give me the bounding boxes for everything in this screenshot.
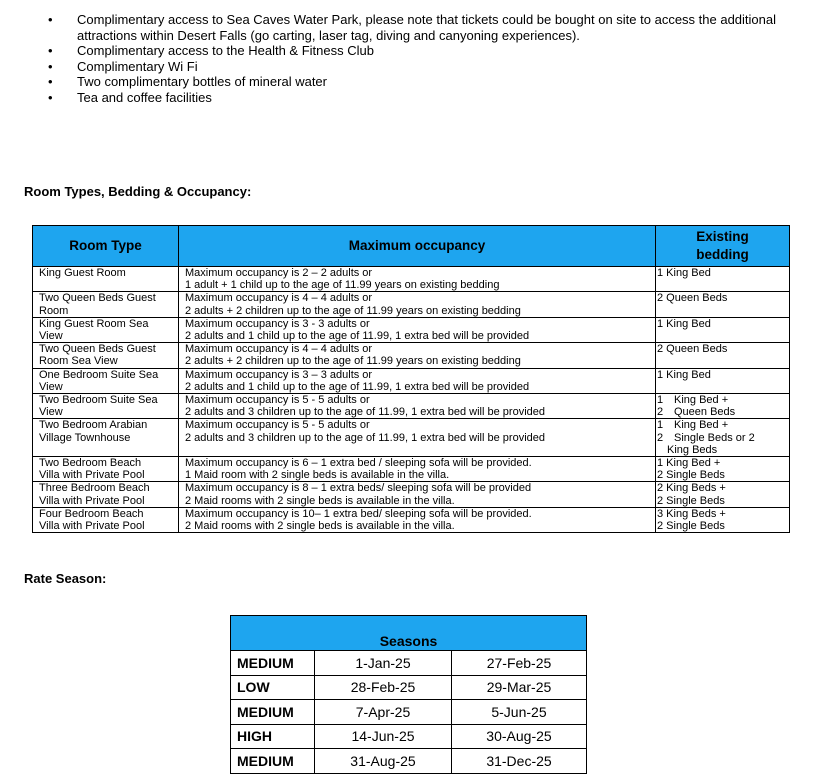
list-item	[48, 74, 808, 90]
bedding-text: Queen Beds	[674, 406, 736, 419]
bedding-cell	[656, 343, 790, 368]
table-row	[231, 749, 587, 774]
bedding-cell	[656, 419, 790, 457]
table-row	[231, 724, 587, 749]
table-row	[231, 675, 587, 700]
bullet-icon: •	[48, 89, 53, 105]
room-type-cell	[33, 368, 179, 393]
bedding-text: 2 Queen Beds	[657, 343, 728, 356]
table-row	[33, 507, 790, 532]
bedding-cell	[656, 292, 790, 317]
occupancy-text: 2 adults and 3 children up to the age of 11.99, 1 extra bed will be provided	[185, 431, 545, 444]
bedding-counts	[657, 394, 666, 418]
table-row	[33, 343, 790, 368]
room-type-text: View	[39, 330, 63, 343]
bedding-text: King Bed +	[674, 394, 729, 407]
occupancy-text: 2 adults and 1 child up to the age of 11.99, 1 extra bed will be provided	[185, 380, 530, 393]
bedding-count: 2	[657, 406, 664, 419]
bedding-text: 2 Single Beds	[657, 494, 725, 507]
rooms-heading: Room Types, Bedding & Occupancy:	[24, 184, 252, 199]
bedding-text: 2 Single Beds	[657, 469, 725, 482]
bedding-cell	[656, 317, 790, 342]
bedding-counts	[657, 419, 666, 443]
seasons-header: Seasons	[231, 616, 587, 651]
season-end-date: 27-Feb-25	[452, 651, 587, 676]
room-type-text: Two Queen Beds Guest	[39, 292, 156, 305]
occupancy-text: 2 adults and 1 child up to the age of 11.99, 1 extra bed will be provided	[185, 330, 530, 343]
occupancy-text: 1 Maid room with 2 single beds is available in the villa.	[185, 469, 450, 482]
room-type-cell	[33, 507, 179, 532]
occupancy-cell	[179, 457, 656, 482]
header-room-type: Room Type	[33, 226, 179, 267]
room-type-text: King Guest Room Sea	[39, 317, 149, 330]
season-end-date: 5-Jun-25	[452, 700, 587, 725]
room-table-header	[33, 226, 790, 267]
room-type-text: Room	[39, 304, 69, 317]
season-name: MEDIUM	[231, 749, 315, 774]
occupancy-text: 2 Maid rooms with 2 single beds is available in the villa.	[185, 494, 455, 507]
season-end-date: 31-Dec-25	[452, 749, 587, 774]
seasons-header-row	[231, 616, 587, 651]
room-type-cell	[33, 267, 179, 292]
occupancy-text: Maximum occupancy is 5 - 5 adults or	[185, 419, 370, 432]
list-item	[48, 90, 808, 106]
room-type-text: Villa with Private Pool	[39, 469, 145, 482]
room-type-cell	[33, 394, 179, 419]
bedding-text: King Beds	[667, 443, 718, 456]
room-type-text: View	[39, 380, 63, 393]
season-name: MEDIUM	[231, 651, 315, 676]
occupancy-text: Maximum occupancy is 5 - 5 adults or	[185, 394, 370, 407]
season-start-date: 1-Jan-25	[315, 651, 452, 676]
room-type-text: Two Queen Beds Guest	[39, 343, 156, 356]
bedding-text: 1 King Bed	[657, 368, 711, 381]
room-type-text: Two Bedroom Beach	[39, 457, 142, 470]
season-start-date: 28-Feb-25	[315, 675, 452, 700]
room-types-table	[32, 225, 790, 533]
amenities-list	[48, 12, 808, 106]
room-type-text: Room Sea View	[39, 355, 118, 368]
table-row	[33, 292, 790, 317]
bedding-types	[666, 419, 755, 443]
list-item-text: Complimentary access to the Health & Fitness Club	[77, 43, 374, 59]
room-type-cell	[33, 292, 179, 317]
room-type-text: One Bedroom Suite Sea	[39, 368, 159, 381]
bedding-cell	[656, 267, 790, 292]
table-row	[33, 457, 790, 482]
season-start-date: 31-Aug-25	[315, 749, 452, 774]
table-row	[231, 700, 587, 725]
room-type-text: Villa with Private Pool	[39, 520, 145, 533]
occupancy-cell	[179, 507, 656, 532]
occupancy-text: Maximum occupancy is 2 – 2 adults or	[185, 267, 373, 279]
room-type-cell	[33, 343, 179, 368]
season-name: MEDIUM	[231, 700, 315, 725]
occupancy-cell	[179, 343, 656, 368]
bedding-split	[657, 419, 787, 443]
seasons-table	[230, 615, 587, 774]
occupancy-text: Maximum occupancy is 6 – 1 extra bed / sleeping sofa will be provided.	[185, 457, 532, 470]
list-item-text: attractions within Desert Falls (go carting, laser tag, diving and canyoning experiences).	[77, 27, 580, 43]
season-end-date: 29-Mar-25	[452, 675, 587, 700]
header-bedding-line: bedding	[696, 247, 749, 262]
bedding-count: 1	[657, 394, 664, 407]
room-type-text: Three Bedroom Beach	[39, 482, 150, 495]
season-end-date: 30-Aug-25	[452, 724, 587, 749]
season-start-date: 7-Apr-25	[315, 700, 452, 725]
table-row	[33, 368, 790, 393]
occupancy-text: Maximum occupancy is 3 – 3 adults or	[185, 368, 373, 381]
room-type-text: Village Townhouse	[39, 431, 131, 444]
bullet-icon: •	[48, 74, 53, 90]
header-bedding-line: Existing	[696, 229, 749, 244]
list-item	[48, 43, 808, 59]
table-row	[33, 419, 790, 457]
occupancy-cell	[179, 394, 656, 419]
bedding-text: 2 Queen Beds	[657, 292, 728, 305]
occupancy-text: Maximum occupancy is 4 – 4 adults or	[185, 292, 373, 305]
occupancy-cell	[179, 317, 656, 342]
occupancy-cell	[179, 419, 656, 457]
occupancy-cell	[179, 267, 656, 292]
occupancy-text: Maximum occupancy is 8 – 1 extra beds/ sleeping sofa will be provided	[185, 482, 532, 495]
bedding-count: 1	[657, 419, 664, 432]
table-row	[33, 482, 790, 507]
bedding-text: 2 Single Beds	[657, 520, 725, 533]
bedding-cell	[656, 457, 790, 482]
bedding-cell	[656, 394, 790, 419]
table-row	[33, 267, 790, 292]
bedding-text: 3 King Beds +	[657, 507, 726, 520]
room-type-cell	[33, 419, 179, 457]
occupancy-text: Maximum occupancy is 4 – 4 adults or	[185, 343, 373, 356]
room-type-cell	[33, 482, 179, 507]
rate-season-heading: Rate Season:	[24, 571, 107, 586]
list-item	[48, 59, 808, 75]
occupancy-cell	[179, 292, 656, 317]
room-type-cell	[33, 457, 179, 482]
bedding-types	[666, 394, 735, 418]
bedding-cell	[656, 507, 790, 532]
bedding-count: 2	[657, 431, 664, 444]
table-row	[33, 394, 790, 419]
room-type-text: Villa with Private Pool	[39, 494, 145, 507]
bedding-text: 1 King Bed	[657, 267, 711, 279]
occupancy-text: 2 adults + 2 children up to the age of 11.99 years on existing bedding	[185, 304, 521, 317]
season-name: HIGH	[231, 724, 315, 749]
season-name: LOW	[231, 675, 315, 700]
bedding-text: 2 King Beds +	[657, 482, 726, 495]
occupancy-text: 1 adult + 1 child up to the age of 11.99 years on existing bedding	[185, 279, 500, 292]
bedding-text: Single Beds or 2	[674, 431, 755, 444]
occupancy-text: 2 Maid rooms with 2 single beds is available in the villa.	[185, 520, 455, 533]
bullet-icon: •	[48, 58, 53, 74]
occupancy-text: 2 adults and 3 children up to the age of 11.99, 1 extra bed will be provided	[185, 406, 545, 419]
room-type-text: Two Bedroom Arabian	[39, 419, 148, 432]
bedding-split	[657, 394, 787, 418]
bedding-text: 1 King Bed	[657, 317, 711, 330]
header-existing-bedding	[656, 226, 790, 267]
room-type-text: Two Bedroom Suite Sea	[39, 394, 158, 407]
table-row	[231, 651, 587, 676]
bedding-cell	[656, 368, 790, 393]
room-type-text: Four Bedroom Beach	[39, 507, 144, 520]
list-item-text: Complimentary access to Sea Caves Water Park, please note that tickets could be bought on site to access the additional	[77, 12, 777, 27]
list-item-text: Complimentary Wi Fi	[77, 58, 198, 74]
bullet-icon: •	[48, 43, 53, 59]
occupancy-cell	[179, 482, 656, 507]
room-type-text: King Guest Room	[39, 267, 126, 279]
room-type-cell	[33, 317, 179, 342]
occupancy-text: Maximum occupancy is 3 - 3 adults or	[185, 317, 370, 330]
list-item-text: Two complimentary bottles of mineral water	[77, 74, 327, 90]
occupancy-text: Maximum occupancy is 10– 1 extra bed/ sleeping sofa will be provided.	[185, 507, 532, 520]
bedding-text: King Bed +	[674, 419, 729, 432]
table-row	[33, 317, 790, 342]
list-item-text: Tea and coffee facilities	[77, 89, 212, 105]
bedding-cell	[656, 482, 790, 507]
header-max-occupancy: Maximum occupancy	[179, 226, 656, 267]
bedding-text: 1 King Bed +	[657, 457, 721, 470]
occupancy-text: 2 adults + 2 children up to the age of 11.99 years on existing bedding	[185, 355, 521, 368]
occupancy-cell	[179, 368, 656, 393]
bullet-icon: •	[48, 12, 53, 27]
season-start-date: 14-Jun-25	[315, 724, 452, 749]
room-type-text: View	[39, 406, 63, 419]
list-item	[48, 12, 808, 43]
